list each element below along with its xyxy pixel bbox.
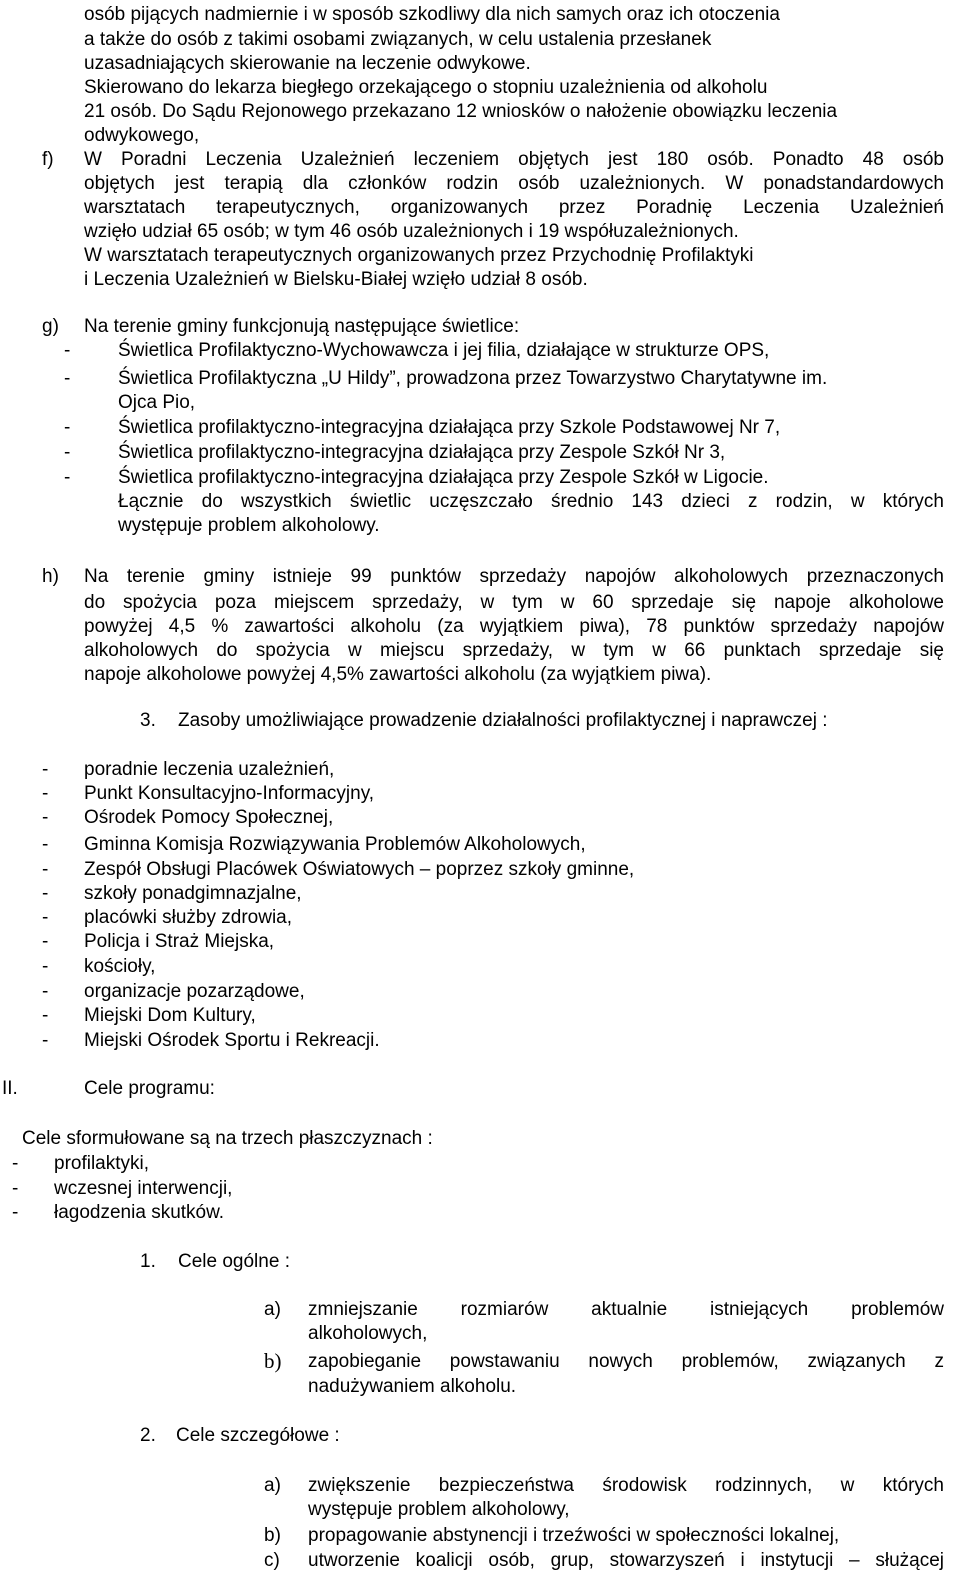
g-item: Świetlica Profilaktyczno-Wychowawcza i jej filia, działające w strukturze OPS,: [118, 340, 770, 361]
intro-line: odwykowego,: [84, 125, 200, 146]
dash: -: [42, 981, 49, 1002]
resource-item: Zespół Obsługi Placówek Oświatowych – poprzez szkoły gminne,: [84, 859, 635, 880]
planes-intro: Cele sformułowane są na trzech płaszczyznach :: [22, 1128, 433, 1149]
section-title: Zasoby umożliwiające prowadzenie działalności profilaktycznej i naprawczej :: [178, 710, 828, 731]
goal-text: alkoholowych,: [308, 1323, 428, 1344]
h-line: do spożycia poza miejscem sprzedaży, w tym w 60 sprzedaje się napoje alkoholowe: [84, 592, 944, 613]
resource-item: szkoły ponadgimnazjalne,: [84, 883, 302, 904]
resource-item: organizacje pozarządowe,: [84, 981, 305, 1002]
dash: -: [64, 442, 71, 463]
goal-text: zmniejszanie rozmiarów aktualnie istniejących problemów: [308, 1299, 944, 1320]
goal-marker: a): [264, 1299, 281, 1320]
dash: -: [42, 1030, 49, 1051]
resource-item: kościoły,: [84, 956, 156, 977]
intro-line: Skierowano do lekarza biegłego orzekającego o stopniu uzależnienia od alkoholu: [84, 77, 768, 98]
intro-line: osób pijących nadmiernie i w sposób szkodliwy dla nich samych oraz ich otoczenia: [84, 4, 780, 25]
chapter-title: Cele programu:: [84, 1078, 215, 1099]
goal-text: zapobieganie powstawaniu nowych problemów, związanych z: [308, 1351, 944, 1372]
dash: -: [42, 883, 49, 904]
section-number: 3.: [140, 710, 156, 731]
goal-text: występuje problem alkoholowy,: [308, 1499, 570, 1520]
g-item: Świetlica Profilaktyczna „U Hildy”, prowadzona przez Towarzystwo Charytatywne im.: [118, 368, 828, 389]
resource-item: Ośrodek Pomocy Społecznej,: [84, 807, 334, 828]
plane-item: profilaktyki,: [54, 1153, 150, 1174]
f-line: warsztatach terapeutycznych, organizowanych przez Poradnię Leczenia Uzależnień: [84, 197, 944, 218]
resource-item: Punkt Konsultacyjno-Informacyjny,: [84, 783, 375, 804]
dash: -: [42, 783, 49, 804]
f-line: W Poradni Leczenia Uzależnień leczeniem objętych jest 180 osób. Ponadto 48 osób: [84, 149, 944, 170]
list-marker-f: f): [42, 149, 54, 170]
h-line: alkoholowych do spożycia w miejscu sprzedaży, w tym w 66 punktach sprzedaje się: [84, 640, 944, 661]
plane-item: łagodzenia skutków.: [54, 1202, 225, 1223]
f-line: wzięło udział 65 osób; w tym 46 osób uzależnionych i 19 współuzależnionych.: [84, 221, 739, 242]
resource-item: Gminna Komisja Rozwiązywania Problemów Alkoholowych,: [84, 834, 586, 855]
dash: -: [12, 1202, 19, 1223]
dash: -: [42, 759, 49, 780]
dash: -: [42, 834, 49, 855]
dash: -: [64, 467, 71, 488]
g-item: Świetlica profilaktyczno-integracyjna działająca przy Szkole Podstawowej Nr 7,: [118, 417, 781, 438]
g-summary: Łącznie do wszystkich świetlic uczęszczało średnio 143 dzieci z rodzin, w których: [118, 491, 944, 512]
goal-text: nadużywaniem alkoholu.: [308, 1376, 517, 1397]
dash: -: [12, 1153, 19, 1174]
list-marker-g: g): [42, 316, 59, 337]
goals-general-number: 1.: [140, 1251, 156, 1272]
f-line: i Leczenia Uzależnień w Bielsku-Białej wzięło udział 8 osób.: [84, 269, 588, 290]
dash: -: [64, 368, 71, 389]
goals-specific-title: Cele szczegółowe :: [176, 1425, 340, 1446]
chapter-number: II.: [2, 1078, 18, 1099]
dash: -: [42, 956, 49, 977]
resource-item: placówki służby zdrowia,: [84, 907, 293, 928]
resource-item: Miejski Dom Kultury,: [84, 1005, 256, 1026]
dash: -: [42, 859, 49, 880]
dash: -: [42, 931, 49, 952]
goals-specific-number: 2.: [140, 1425, 156, 1446]
resource-item: poradnie leczenia uzależnień,: [84, 759, 335, 780]
h-line: napoje alkoholowe powyżej 4,5% zawartości alkoholu (za wyjątkiem piwa).: [84, 664, 712, 685]
goal-marker: a): [264, 1475, 281, 1496]
intro-line: 21 osób. Do Sądu Rejonowego przekazano 12 wniosków o nałożenie obowiązku leczenia: [84, 101, 838, 122]
g-item: Świetlica profilaktyczno-integracyjna działająca przy Zespole Szkół Nr 3,: [118, 442, 726, 463]
f-line: objętych jest terapią dla członków rodzin osób uzależnionych. W ponadstandardowych: [84, 173, 944, 194]
dash: -: [42, 1005, 49, 1026]
plane-item: wczesnej interwencji,: [54, 1178, 233, 1199]
dash: -: [42, 807, 49, 828]
dash: -: [12, 1178, 19, 1199]
goal-text: zwiększenie bezpieczeństwa środowisk rodzinnych, w których: [308, 1475, 944, 1496]
resource-item: Miejski Ośrodek Sportu i Rekreacji.: [84, 1030, 380, 1051]
g-heading: Na terenie gminy funkcjonują następujące świetlice:: [84, 316, 520, 337]
h-line: powyżej 4,5 % zawartości alkoholu (za wyjątkiem piwa), 78 punktów sprzedaży napojów: [84, 616, 944, 637]
g-item-continuation: Ojca Pio,: [118, 392, 196, 413]
goal-text: propagowanie abstynencji i trzeźwości w społeczności lokalnej,: [308, 1525, 840, 1546]
goal-marker: b): [264, 1525, 281, 1546]
dash: -: [64, 340, 71, 361]
dash: -: [42, 907, 49, 928]
resource-item: Policja i Straż Miejska,: [84, 931, 275, 952]
goals-general-title: Cele ogólne :: [178, 1251, 290, 1272]
list-marker-h: h): [42, 566, 59, 587]
intro-line: uzasadniających skierowanie na leczenie odwykowe.: [84, 53, 531, 74]
dash: -: [64, 417, 71, 438]
intro-line: a także do osób z takimi osobami związanych, w celu ustalenia przesłanek: [84, 29, 712, 50]
g-item: Świetlica profilaktyczno-integracyjna działająca przy Zespole Szkół w Ligocie.: [118, 467, 769, 488]
goal-text: utworzenie koalicji osób, grup, stowarzyszeń i instytucji – służącej: [308, 1550, 944, 1571]
h-line: Na terenie gminy istnieje 99 punktów sprzedaży napojów alkoholowych przeznaczonych: [84, 566, 944, 587]
goal-marker: c): [264, 1550, 280, 1571]
g-summary: występuje problem alkoholowy.: [118, 515, 380, 536]
f-line: W warsztatach terapeutycznych organizowanych przez Przychodnię Profilaktyki: [84, 245, 754, 266]
goal-marker: b): [264, 1349, 282, 1373]
